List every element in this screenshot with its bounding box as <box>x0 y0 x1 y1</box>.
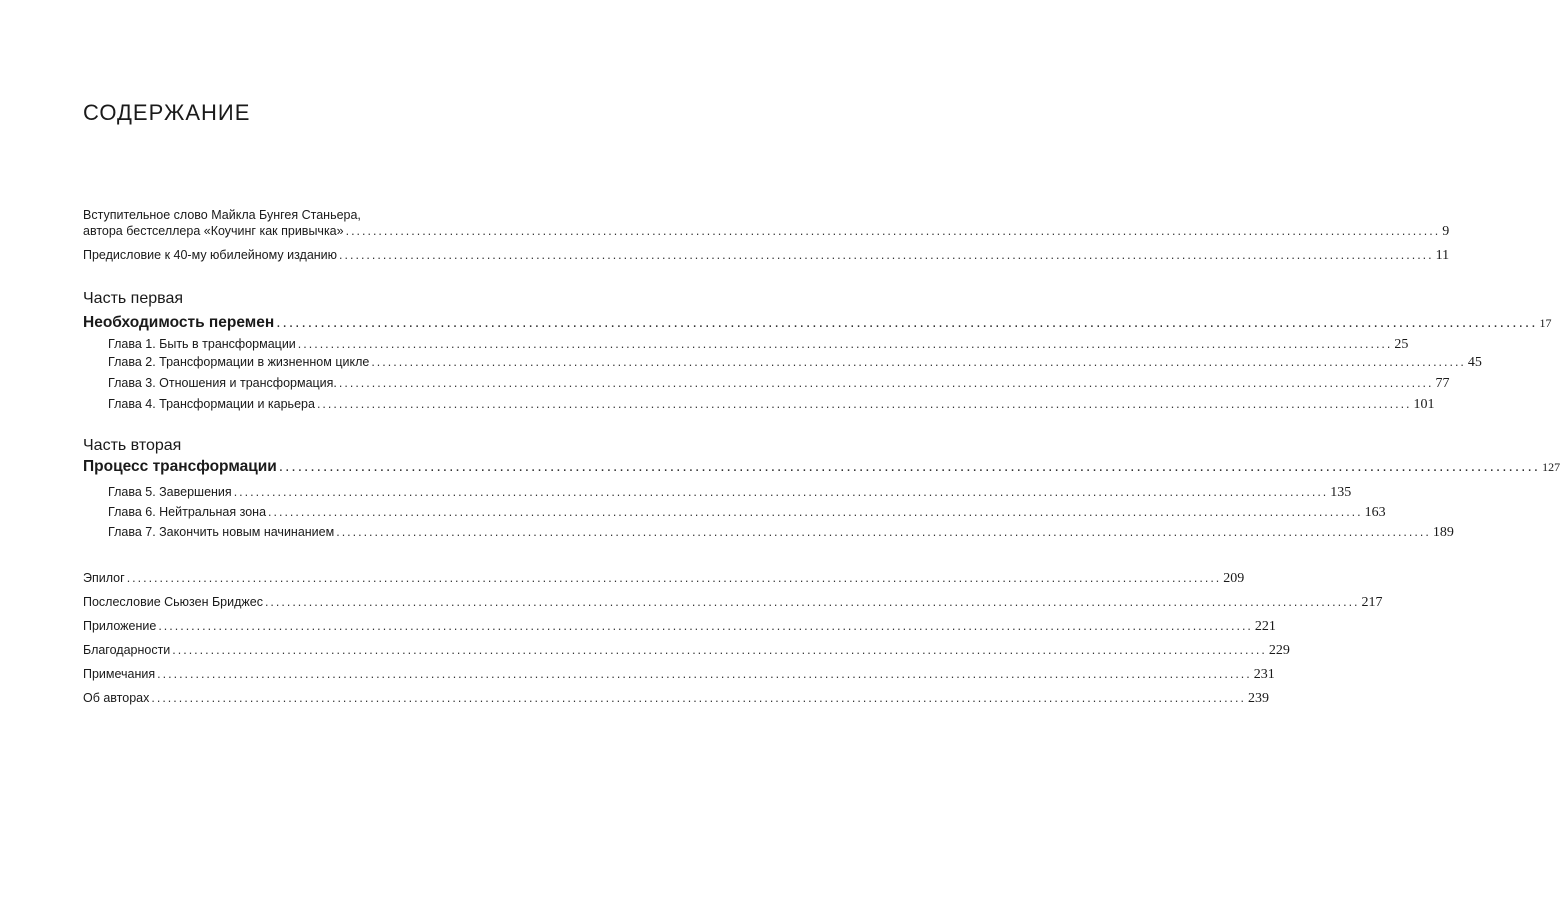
page-number: 231 <box>1253 667 1275 682</box>
page-number: 101 <box>1413 397 1435 412</box>
toc-entry-label: Благодарности <box>83 643 171 657</box>
leader-dots: ........................................................................................................................................................................................................ <box>278 458 1541 475</box>
leader-dots: ........................................................................................................................................................................................................ <box>276 314 1538 331</box>
toc-entry-label: Приложение <box>83 619 157 633</box>
leader-dots: ........................................................................................................................................................................................................ <box>172 643 1267 657</box>
part-label: Часть первая <box>83 290 184 307</box>
toc-chapter[interactable] <box>108 374 1450 393</box>
leader-dots: ........................................................................................................................................................................................................ <box>345 224 1441 238</box>
toc-entry-label: Примечания <box>83 667 156 681</box>
page-number: 25 <box>1394 337 1409 352</box>
toc-entry-label: Глава 1. Быть в трансформации <box>108 337 296 351</box>
toc-entry-label: Глава 4. Трансформации и карьера <box>108 397 315 411</box>
page-number: 189 <box>1432 525 1454 540</box>
leader-dots: ........................................................................................................................................................................................................ <box>268 505 1363 519</box>
toc-entry-epilogue[interactable] <box>83 569 1245 588</box>
toc-entry-authors[interactable] <box>83 689 1269 708</box>
page-number: 127 <box>1542 460 1560 474</box>
part-label: Часть вторая <box>83 437 182 454</box>
toc-chapter[interactable] <box>108 523 1454 542</box>
leader-dots: ........................................................................................................................................................................................................ <box>316 397 1412 411</box>
toc-entry-foreword-line1: Вступительное слово Майкла Бунгея Станьера, <box>83 208 361 222</box>
page-number: 221 <box>1254 619 1276 634</box>
leader-dots: ........................................................................................................................................................................................................ <box>336 525 1431 539</box>
toc-chapter[interactable] <box>108 353 1482 372</box>
toc-entry-label: Глава 2. Трансформации в жизненном цикле <box>108 355 370 369</box>
leader-dots: ........................................................................................................................................................................................................ <box>151 691 1246 705</box>
page-number: 11 <box>1435 248 1450 263</box>
toc-entry-acknowledgements[interactable] <box>83 641 1290 660</box>
toc-chapter[interactable] <box>108 335 1409 354</box>
toc-entry-label: Глава 6. Нейтральная зона <box>108 505 267 519</box>
page-number: 77 <box>1435 376 1450 391</box>
page-number: 163 <box>1364 505 1386 520</box>
toc-entry-preface[interactable] <box>83 246 1450 265</box>
toc-entry-label: автора бестселлера «Коучинг как привычка» <box>83 224 344 238</box>
toc-chapter[interactable] <box>108 503 1386 522</box>
toc-entry-label: Глава 5. Завершения <box>108 485 232 499</box>
page-number: 9 <box>1442 224 1450 239</box>
toc-entry-afterword[interactable] <box>83 593 1383 612</box>
toc-part-title[interactable] <box>83 314 1552 332</box>
leader-dots: ........................................................................................................................................................................................................ <box>297 337 1393 351</box>
toc-entry-notes[interactable] <box>83 665 1275 684</box>
toc-entry-label: Глава 3. Отношения и трансформация. <box>108 376 337 390</box>
leader-dots: ........................................................................................................................................................................................................ <box>158 619 1253 633</box>
toc-entry-label: Об авторах <box>83 691 150 705</box>
leader-dots: ........................................................................................................................................................................................................ <box>339 248 1434 262</box>
leader-dots: ........................................................................................................................................................................................................ <box>157 667 1252 681</box>
page-number: 229 <box>1268 643 1290 658</box>
toc-entry-label: Глава 7. Закончить новым начинанием <box>108 525 335 539</box>
leader-dots: ........................................................................................................................................................................................................ <box>233 485 1329 499</box>
toc-part-title[interactable] <box>83 458 1560 476</box>
toc-entry-label: Предисловие к 40-му юбилейному изданию <box>83 248 338 262</box>
page-number: 45 <box>1467 355 1482 370</box>
leader-dots: ........................................................................................................................................................................................................ <box>126 571 1222 585</box>
leader-dots: ........................................................................................................................................................................................................ <box>371 355 1466 369</box>
leader-dots: ........................................................................................................................................................................................................ <box>264 595 1360 609</box>
page-title: СОДЕРЖАНИЕ <box>83 100 251 125</box>
page-number: 209 <box>1223 571 1245 586</box>
toc-chapter[interactable] <box>108 395 1435 414</box>
page-number: 239 <box>1247 691 1269 706</box>
toc-entry-label: Послесловие Сьюзен Бриджес <box>83 595 263 609</box>
toc-entry-label: Необходимость перемен <box>83 314 275 331</box>
toc-entry-foreword[interactable] <box>83 222 1450 241</box>
toc-entry-label: Процесс трансформации <box>83 458 277 475</box>
page-number: 135 <box>1330 485 1352 500</box>
toc-entry-label: Эпилог <box>83 571 125 585</box>
page-number: 217 <box>1361 595 1383 610</box>
leader-dots: ........................................................................................................................................................................................................ <box>338 376 1434 390</box>
page-number: 17 <box>1539 316 1552 330</box>
toc-chapter[interactable] <box>108 483 1352 502</box>
toc-entry-appendix[interactable] <box>83 617 1276 636</box>
